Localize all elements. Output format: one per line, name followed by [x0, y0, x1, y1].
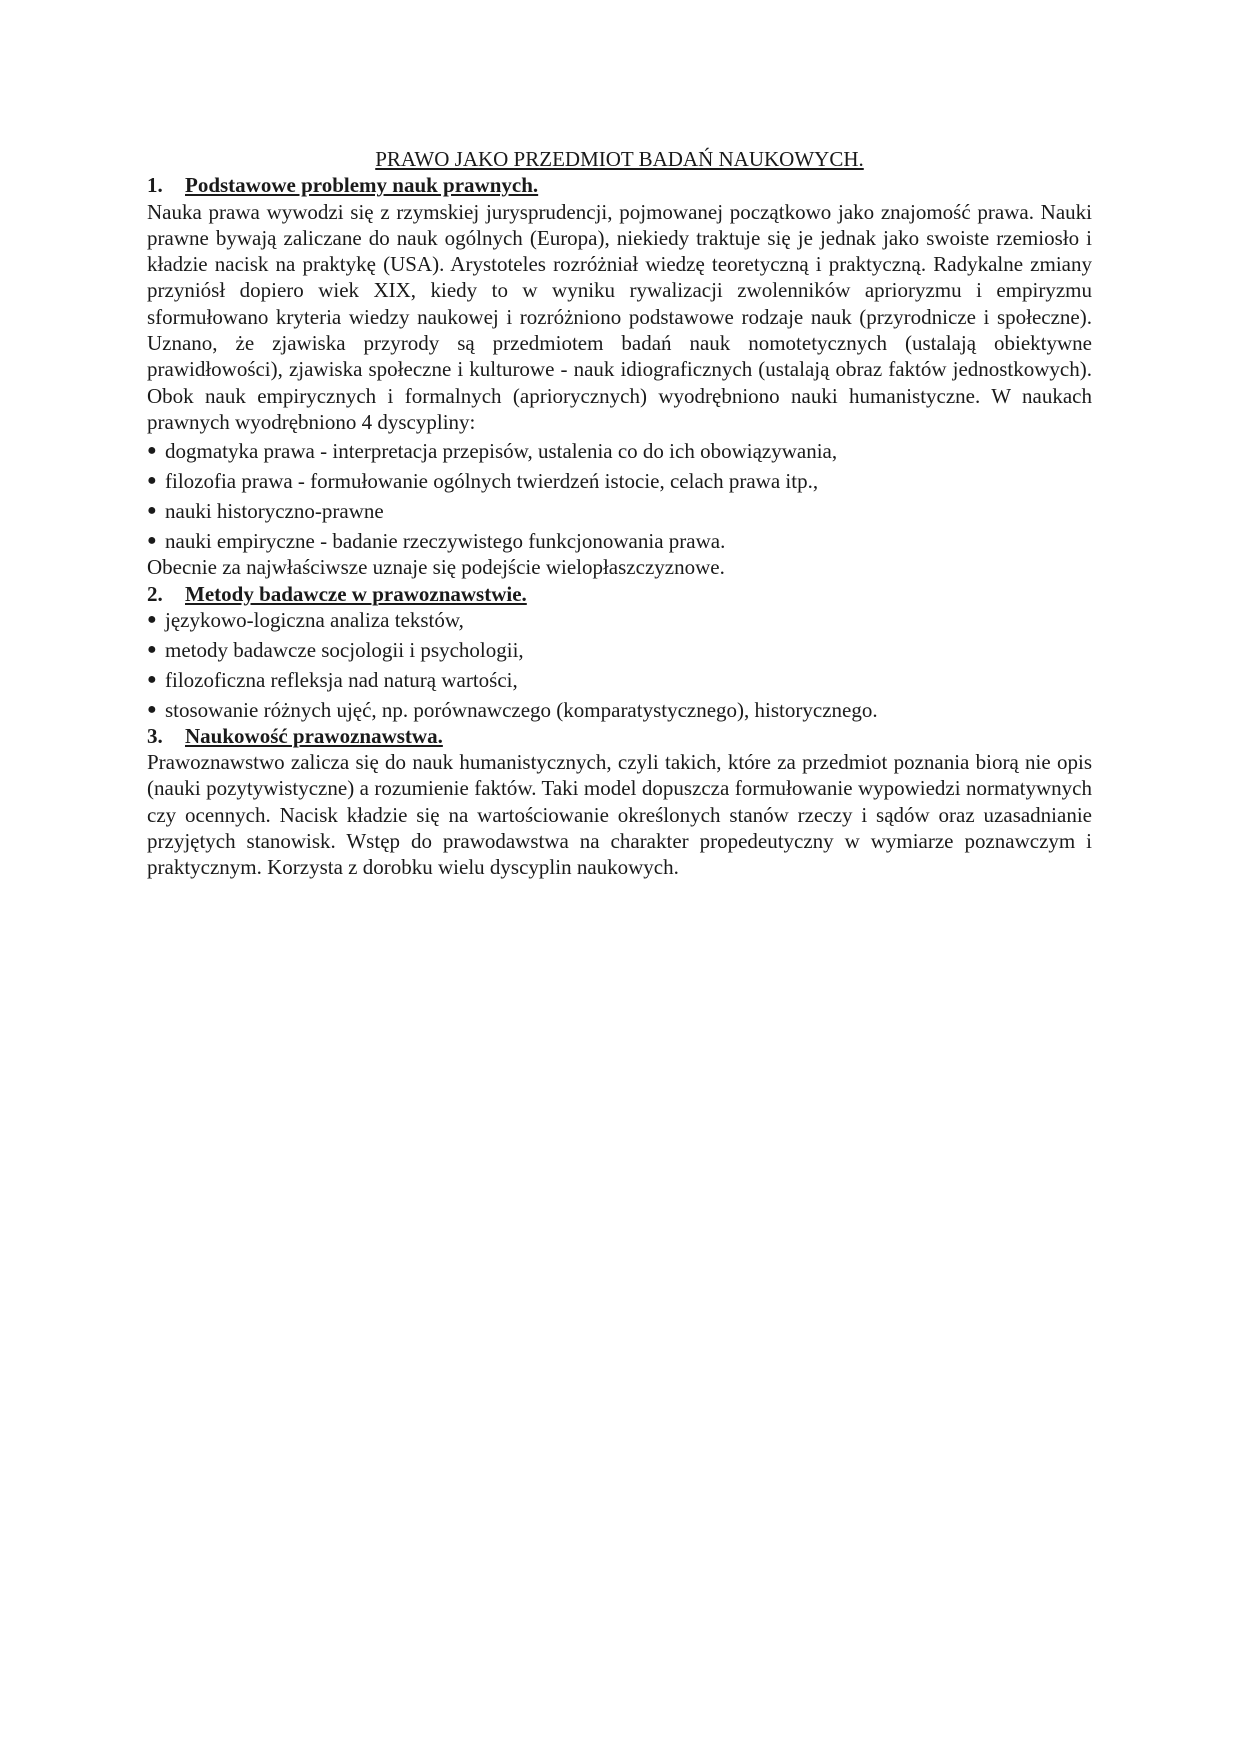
bullet-icon: ●	[147, 640, 157, 658]
section-title: Metody badawcze w prawoznawstwie.	[185, 581, 527, 606]
bullet-icon: ●	[147, 442, 157, 460]
list-item-text: nauki historyczno-prawne	[165, 499, 384, 524]
list-item-text: stosowanie różnych ujęć, np. porównawczego (komparatystycznego), historycznego.	[165, 697, 878, 722]
section-2	[147, 581, 1092, 723]
bullet-icon: ●	[147, 502, 157, 520]
section-title: Podstawowe problemy nauk prawnych.	[185, 173, 539, 198]
bullet-icon: ●	[147, 472, 157, 490]
section-number: 2.	[147, 581, 163, 606]
section-closing: Obecnie za najwłaściwsze uznaje się podejście wielopłaszczyznowe.	[147, 555, 725, 580]
list-item	[147, 438, 1092, 464]
list-item-text: dogmatyka prawa - interpretacja przepisów, ustalenia co do ich obowiązywania,	[165, 439, 838, 464]
section-heading	[147, 581, 1092, 607]
section-1	[147, 172, 1092, 580]
list-item-text: metody badawcze socjologii i psychologii,	[165, 637, 524, 662]
list-item	[147, 498, 1092, 524]
bullet-icon: ●	[147, 531, 157, 549]
bullet-list	[147, 438, 1092, 554]
list-item-text: filozoficzna refleksja nad naturą wartości,	[165, 667, 518, 692]
section-title: Naukowość prawoznawstwa.	[185, 723, 443, 748]
list-item-text: językowo-logiczna analiza tekstów,	[165, 607, 464, 632]
document-page	[147, 146, 1092, 881]
list-item	[147, 667, 1092, 693]
bullet-icon: ●	[147, 610, 157, 628]
section-heading	[147, 172, 1092, 198]
document-title: PRAWO JAKO PRZEDMIOT BADAŃ NAUKOWYCH.	[375, 147, 864, 171]
bullet-icon: ●	[147, 700, 157, 718]
list-item	[147, 697, 1092, 723]
bullet-list	[147, 607, 1092, 723]
list-item-text: nauki empiryczne - badanie rzeczywistego funkcjonowania prawa.	[165, 528, 726, 553]
bullet-icon: ●	[147, 670, 157, 688]
list-item	[147, 637, 1092, 663]
section-number: 3.	[147, 723, 163, 748]
list-item-text: filozofia prawa - formułowanie ogólnych twierdzeń istocie, celach prawa itp.,	[165, 469, 819, 494]
section-number: 1.	[147, 173, 163, 198]
list-item	[147, 607, 1092, 633]
section-paragraph: Prawoznawstwo zalicza się do nauk humanistycznych, czyli takich, które za przedmiot poznania biorą nie opis (nauki pozytywistyczne) a rozumienie faktów. Taki model dopuszcza formułowanie wypowiedzi normatywnych czy ocennych. Nacisk kładzie się na wartościowanie określonych stanów rzeczy i sądów oraz uzasadnianie przyjętych stanowisk. Wstęp do prawodawstwa na charakter propedeutyczny w wymiarze poznawczym i praktycznym. Korzysta z dorobku wielu dyscyplin naukowych.	[147, 750, 1092, 880]
list-item	[147, 468, 1092, 494]
section-3	[147, 723, 1092, 881]
section-paragraph: Nauka prawa wywodzi się z rzymskiej jurysprudencji, pojmowanej początkowo jako znajomość prawa. Nauki prawne bywają zaliczane do nauk ogólnych (Europa), niekiedy traktuje się je jednak jako swoiste rzemiosło i kładzie nacisk na praktykę (USA). Arystoteles rozróżniał wiedzę teoretyczną i praktyczną. Radykalne zmiany przyniósł dopiero wiek XIX, kiedy to w wyniku rywalizacji zwolenników aprioryzmu i empiryzmu sformułowano kryteria wiedzy naukowej i rozróżniono podstawowe rodzaje nauk (przyrodnicze i społeczne). Uznano, że zjawiska przyrody są przedmiotem badań nauk nomotetycznych (ustalają obiektywne prawidłowości), zjawiska społeczne i kulturowe - nauk idiograficznych (ustalają obraz faktów jednostkowych). Obok nauk empirycznych i formalnych (apriorycznych) wyodrębniono nauki humanistyczne. W naukach prawnych wyodrębniono 4 dyscypliny:	[147, 199, 1092, 434]
list-item	[147, 528, 1092, 554]
section-heading	[147, 723, 1092, 749]
